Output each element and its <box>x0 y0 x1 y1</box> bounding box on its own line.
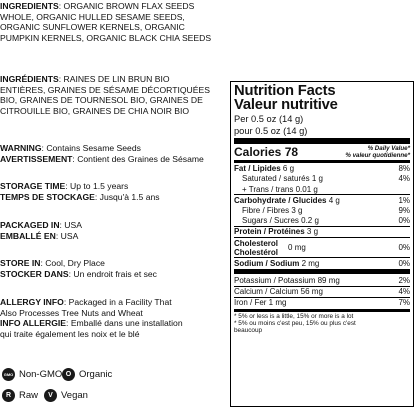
ingredients-fr-line: BIO, GRAINES DE TOURNESOL BIO, GRAINES DE <box>0 95 203 106</box>
nutrient-dv: 0% <box>398 243 410 252</box>
nutrient-row-potassium <box>234 275 410 285</box>
daily-value-fr: % valeur quotidienne* <box>345 152 410 160</box>
daily-value-header <box>345 145 410 159</box>
ingredients-label: INGREDIENTS <box>0 1 59 11</box>
vegan-icon: V <box>44 389 57 402</box>
nutrient-amount: 0 mg <box>288 243 306 252</box>
badge-vegan <box>44 389 88 402</box>
nutrient-row-fat <box>234 163 410 173</box>
nutrient-dv: 2% <box>398 275 410 285</box>
allergy-fr-label: INFO ALLERGIE <box>0 318 67 329</box>
serving-size-fr: pour 0.5 oz (14 g) <box>234 126 308 137</box>
nutrient-label: Cholesterol <box>234 238 279 248</box>
nutrient-label: Sodium / Sodium <box>234 258 300 268</box>
ingredients-line: PUMPKIN KERNELS, ORGANIC BLACK CHIA SEEDS <box>0 32 212 43</box>
ingredients-english: INGREDIENTS: ORGANIC BROWN FLAX SEEDS WHOLE, ORGANIC HULLED SESAME SEEDS, ORGANIC SUNFLOWER KERNELS, ORGANIC PUMPKIN KERNELS, ORGANIC BLACK CHIA SEEDS <box>0 1 228 43</box>
nutrient-label: Potassium / Potassium 89 mg <box>234 275 340 285</box>
store-label: STORE IN <box>0 258 41 268</box>
non-gmo-icon: GMO <box>2 368 15 381</box>
ingredients-line: ORGANIC SUNFLOWER KERNELS, ORGANIC <box>0 22 185 33</box>
badge-label: Vegan <box>61 390 88 401</box>
nutrient-row-saturated <box>234 174 410 184</box>
organic-icon: O <box>62 368 75 381</box>
nutrient-label: Protein / Protéines <box>234 227 305 237</box>
storage-time-text: : Up to 1.5 years <box>65 181 129 191</box>
badge-label: Raw <box>19 390 39 401</box>
nutrient-dv: 8% <box>398 163 410 173</box>
ingredients-french <box>0 74 228 116</box>
packaged-block <box>0 220 228 241</box>
nutrient-row-trans <box>234 184 410 194</box>
packaged-label: PACKAGED IN <box>0 220 60 230</box>
nutrient-row-sodium <box>234 258 410 268</box>
nutrient-dv: 9% <box>398 205 410 215</box>
nutrient-label: Sugars / Sucres 0.2 g <box>242 216 319 226</box>
nutrient-row-cholesterol <box>234 238 410 257</box>
footnote-en: * 5% or less is a little, 15% or more is a lot <box>234 313 354 321</box>
nutrient-dv: 1% <box>398 195 410 205</box>
nutrient-label: Carbohydrate / Glucides <box>234 195 327 205</box>
nutrient-label: Iron / Fer 1 mg <box>234 298 287 308</box>
footnote <box>234 312 410 335</box>
nutrient-row-iron <box>234 298 410 308</box>
ingredients-line: ORGANIC BROWN FLAX SEEDS <box>63 1 195 11</box>
nutrient-amount: 6 g <box>280 163 295 173</box>
warning-fr-label: AVERTISSEMENT <box>0 153 73 164</box>
nutrient-row-sugars <box>234 216 410 226</box>
ingredients-fr-line: CITROUILLE BIO, GRAINES DE CHIA NOIR BIO <box>0 105 190 116</box>
storage-time-fr-text: : Jusqu'à 1.5 ans <box>94 191 160 202</box>
badge-raw <box>2 389 38 402</box>
allergy-fr-text: : Emballé dans une installation <box>66 318 183 329</box>
ingredients-fr-line: : RAINES DE LIN BRUN BIO <box>58 74 170 84</box>
packaged-text: : USA <box>59 220 82 230</box>
footnote-fr-cont: beaucoup <box>234 327 263 335</box>
nutrient-row-fibre <box>234 205 410 215</box>
allergy-text: Also Processes Tree Nuts and Wheat <box>0 307 143 318</box>
storage-time-fr-label: TEMPS DE STOCKAGE <box>0 191 95 202</box>
allergy-text: : Packaged in a Facility That <box>63 297 172 307</box>
ingredients-fr-label: INGRÉDIENTS <box>0 74 59 84</box>
allergy-label: ALLERGY INFO <box>0 297 64 307</box>
storage-time-label: STORAGE TIME <box>0 181 66 191</box>
nutrition-facts-panel <box>230 81 414 407</box>
badge-label: Organic <box>79 369 113 380</box>
nutrient-dv: 7% <box>398 298 410 308</box>
serving-size: Per 0.5 oz (14 g) <box>234 114 304 124</box>
raw-icon: R <box>2 389 15 402</box>
packaged-fr-label: EMBALLÉ EN <box>0 230 56 241</box>
nutrient-label: + Trans / trans 0.01 g <box>242 184 318 194</box>
nutrient-dv: 0% <box>398 216 410 226</box>
storage-time-block <box>0 181 228 202</box>
footnote-fr: * 5% ou moins c'est peu, 15% ou plus c'est <box>234 320 356 328</box>
warning-block <box>0 143 228 164</box>
ingredients-fr-line: ENTIÈRES, GRAINES DE SÉSAME DÉCORTIQUÉES <box>0 84 210 95</box>
daily-value-en: % Daily Value* <box>367 145 410 153</box>
nutrient-label: Fat / Lipides <box>234 163 281 173</box>
warning-label: WARNING <box>0 143 42 153</box>
nutrient-dv: 4% <box>398 174 410 184</box>
nutrient-row-carbohydrate <box>234 195 410 205</box>
store-text: : Cool, Dry Place <box>40 258 105 268</box>
store-fr-text: : Un endroit frais et sec <box>68 268 157 279</box>
nutrient-row-protein <box>234 227 410 237</box>
badge-organic <box>62 368 112 381</box>
nutrition-title: Nutrition Facts <box>234 83 336 99</box>
store-block <box>0 258 228 279</box>
nutrient-label: Saturated / saturés 1 g <box>242 174 323 184</box>
warning-text: : Contains Sesame Seeds <box>41 143 141 153</box>
nutrition-title-fr: Valeur nutritive <box>234 97 338 113</box>
packaged-fr-text: : USA <box>55 230 79 241</box>
nutrient-label-fr: Cholestérol <box>234 247 279 257</box>
allergy-fr-text: qui traite également les noix et le blé <box>0 328 140 339</box>
calories-row <box>234 145 410 159</box>
warning-fr-text: : Contient des Graines de Sésame <box>72 153 204 164</box>
nutrient-amount: 4 g <box>326 195 340 205</box>
nutrient-label: Calcium / Calcium 56 mg <box>234 287 323 297</box>
ingredients-line: WHOLE, ORGANIC HULLED SESAME SEEDS, <box>0 11 185 22</box>
nutrient-dv: 0% <box>398 258 410 268</box>
badge-non-gmo <box>2 368 62 381</box>
divider <box>234 138 410 144</box>
nutrient-label: Fibre / Fibres 3 g <box>242 205 303 215</box>
divider <box>234 269 410 274</box>
nutrient-dv: 4% <box>398 287 410 297</box>
nutrient-amount: 3 g <box>304 227 319 237</box>
allergy-block <box>0 297 228 339</box>
store-fr-label: STOCKER DANS <box>0 268 69 279</box>
nutrient-row-calcium <box>234 287 410 297</box>
nutrient-amount: 2 mg <box>299 258 320 268</box>
badge-label: Non-GMO <box>19 369 63 380</box>
calories-label: Calories 78 <box>234 145 299 160</box>
